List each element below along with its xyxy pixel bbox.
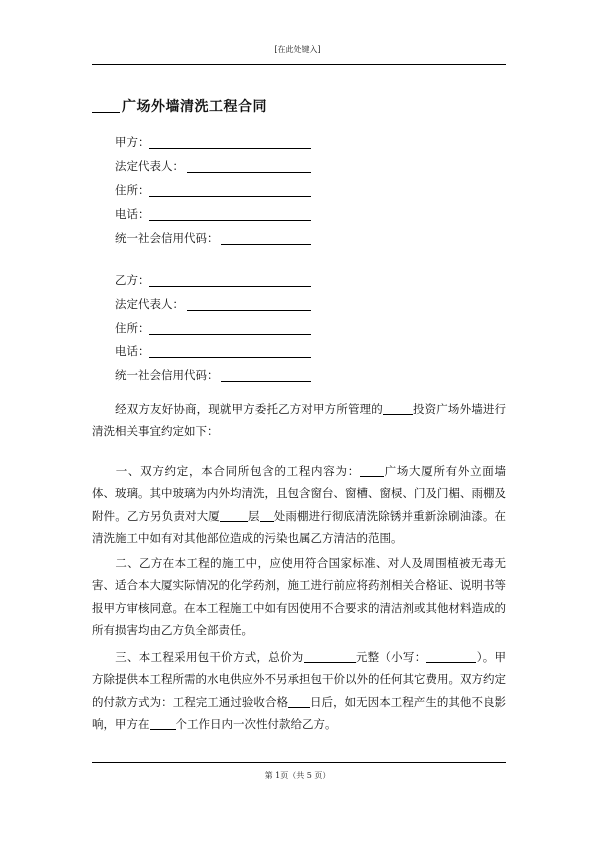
- clause-1-paragraph: [92, 460, 506, 550]
- party-a-address-label: 住所：: [115, 183, 150, 197]
- party-a-credit-line[interactable]: [221, 244, 311, 245]
- clause-1-text-b: 广场大厦所有外立面墙体、玻璃。其中玻璃为内外均清洗，且包含窗台、窗槽、窗棂、门及门楣、雨棚及附件。乙方另负责对大厦: [92, 464, 507, 523]
- clause-3-text-e: 个工作日内一次性付款给乙方。: [175, 717, 337, 732]
- footer-page-info: 第 1页（共 5 页）: [264, 771, 331, 780]
- clause-3-text-a: 三、本工程采用包干价方式，总价为: [115, 650, 304, 664]
- clause-3-text-b: 元整（小写：: [355, 650, 427, 664]
- party-b-credit-line[interactable]: [221, 381, 311, 382]
- intro-investor-blank[interactable]: [383, 402, 413, 415]
- clause-1-floor-blank[interactable]: [220, 509, 248, 522]
- party-a-phone-line[interactable]: [149, 220, 311, 221]
- clause-3-paragraph: [92, 646, 506, 736]
- title-text: 广场外墙清洗工程合同: [122, 99, 267, 115]
- party-a-name-line[interactable]: [149, 148, 311, 149]
- party-b-address-label: 住所：: [115, 321, 150, 335]
- party-a-phone-label: 电话：: [115, 207, 150, 221]
- party-a-name-field: [115, 134, 150, 150]
- clause-3-total-price-blank[interactable]: [304, 650, 356, 663]
- party-a-rep-field: [115, 158, 184, 174]
- clause-3-lowercase-price-blank[interactable]: [426, 650, 476, 663]
- party-b-phone-line[interactable]: [149, 357, 311, 358]
- document-title: [92, 96, 267, 116]
- clause-3-workdays-blank[interactable]: [150, 717, 176, 730]
- party-b-credit-field: [115, 367, 219, 383]
- clause-1-text-d: 处雨棚进行彻底清洗除锈并重新涂刷油漆。在清洗施工中如有对其他部位造成的污染也属乙方清洁的范围。: [92, 508, 507, 546]
- party-a-credit-label: 统一社会信用代码：: [115, 231, 219, 245]
- party-a-rep-label: 法定代表人：: [115, 159, 184, 173]
- intro-paragraph: [92, 398, 506, 443]
- party-a-phone-field: [115, 206, 150, 222]
- intro-text-2: 投资广场外墙进行清洗相关事宜约定如下：: [92, 402, 506, 439]
- clause-1-text-c: 层: [247, 508, 260, 523]
- clause-1-text-a: 一、双方约定，本合同所包含的工程内容为：: [115, 464, 360, 478]
- footer-rule: [92, 762, 506, 763]
- title-blank: [92, 98, 120, 113]
- clause-1-project-blank[interactable]: [360, 464, 384, 477]
- intro-text-1: 经双方友好协商，现就甲方委托乙方对甲方所管理的: [115, 402, 383, 416]
- party-a-name-label: 甲方：: [115, 135, 150, 149]
- clause-1-location-blank[interactable]: [260, 509, 274, 522]
- clause-2-text: 二、乙方在本工程的施工中，应使用符合国家标准、对人及周围植被无毒无害、适合本大厦实际情况的化学药剂，施工进行前应将药剂相关合格证、说明书等报甲方审核同意。在本工程施工中如有因使用不合要求的清洁剂或其他材料造成的所有损害均由乙方负全部责任。: [92, 556, 506, 638]
- party-b-phone-label: 电话：: [115, 344, 150, 358]
- clause-3-text-d: 日后，如无因本工程产生的其他不良影响，甲方在: [92, 694, 506, 732]
- party-b-rep-line[interactable]: [187, 310, 311, 311]
- party-b-name-label: 乙方：: [115, 273, 150, 287]
- clause-2-paragraph: [92, 552, 506, 642]
- party-b-rep-label: 法定代表人：: [115, 297, 184, 311]
- party-a-credit-field: [115, 230, 219, 246]
- party-a-rep-line[interactable]: [187, 172, 311, 173]
- party-b-phone-field: [115, 343, 150, 359]
- party-b-address-line[interactable]: [149, 334, 311, 335]
- header-placeholder[interactable]: [在此处键入]: [274, 45, 321, 54]
- party-b-name-field: [115, 272, 150, 288]
- party-a-address-field: [115, 182, 150, 198]
- clause-3-days-blank[interactable]: [288, 695, 310, 708]
- party-a-address-line[interactable]: [149, 196, 311, 197]
- clause-3-text-c: ）。甲方除提供本工程所需的水电供应外不另承担包干价以外的任何其它费用。双方约定的付款方式为：工程完工通过验收合格: [92, 650, 507, 709]
- party-b-address-field: [115, 320, 150, 336]
- party-b-name-line[interactable]: [149, 286, 311, 287]
- party-b-credit-label: 统一社会信用代码：: [115, 368, 219, 382]
- party-b-rep-field: [115, 296, 184, 312]
- header-rule: [92, 64, 506, 65]
